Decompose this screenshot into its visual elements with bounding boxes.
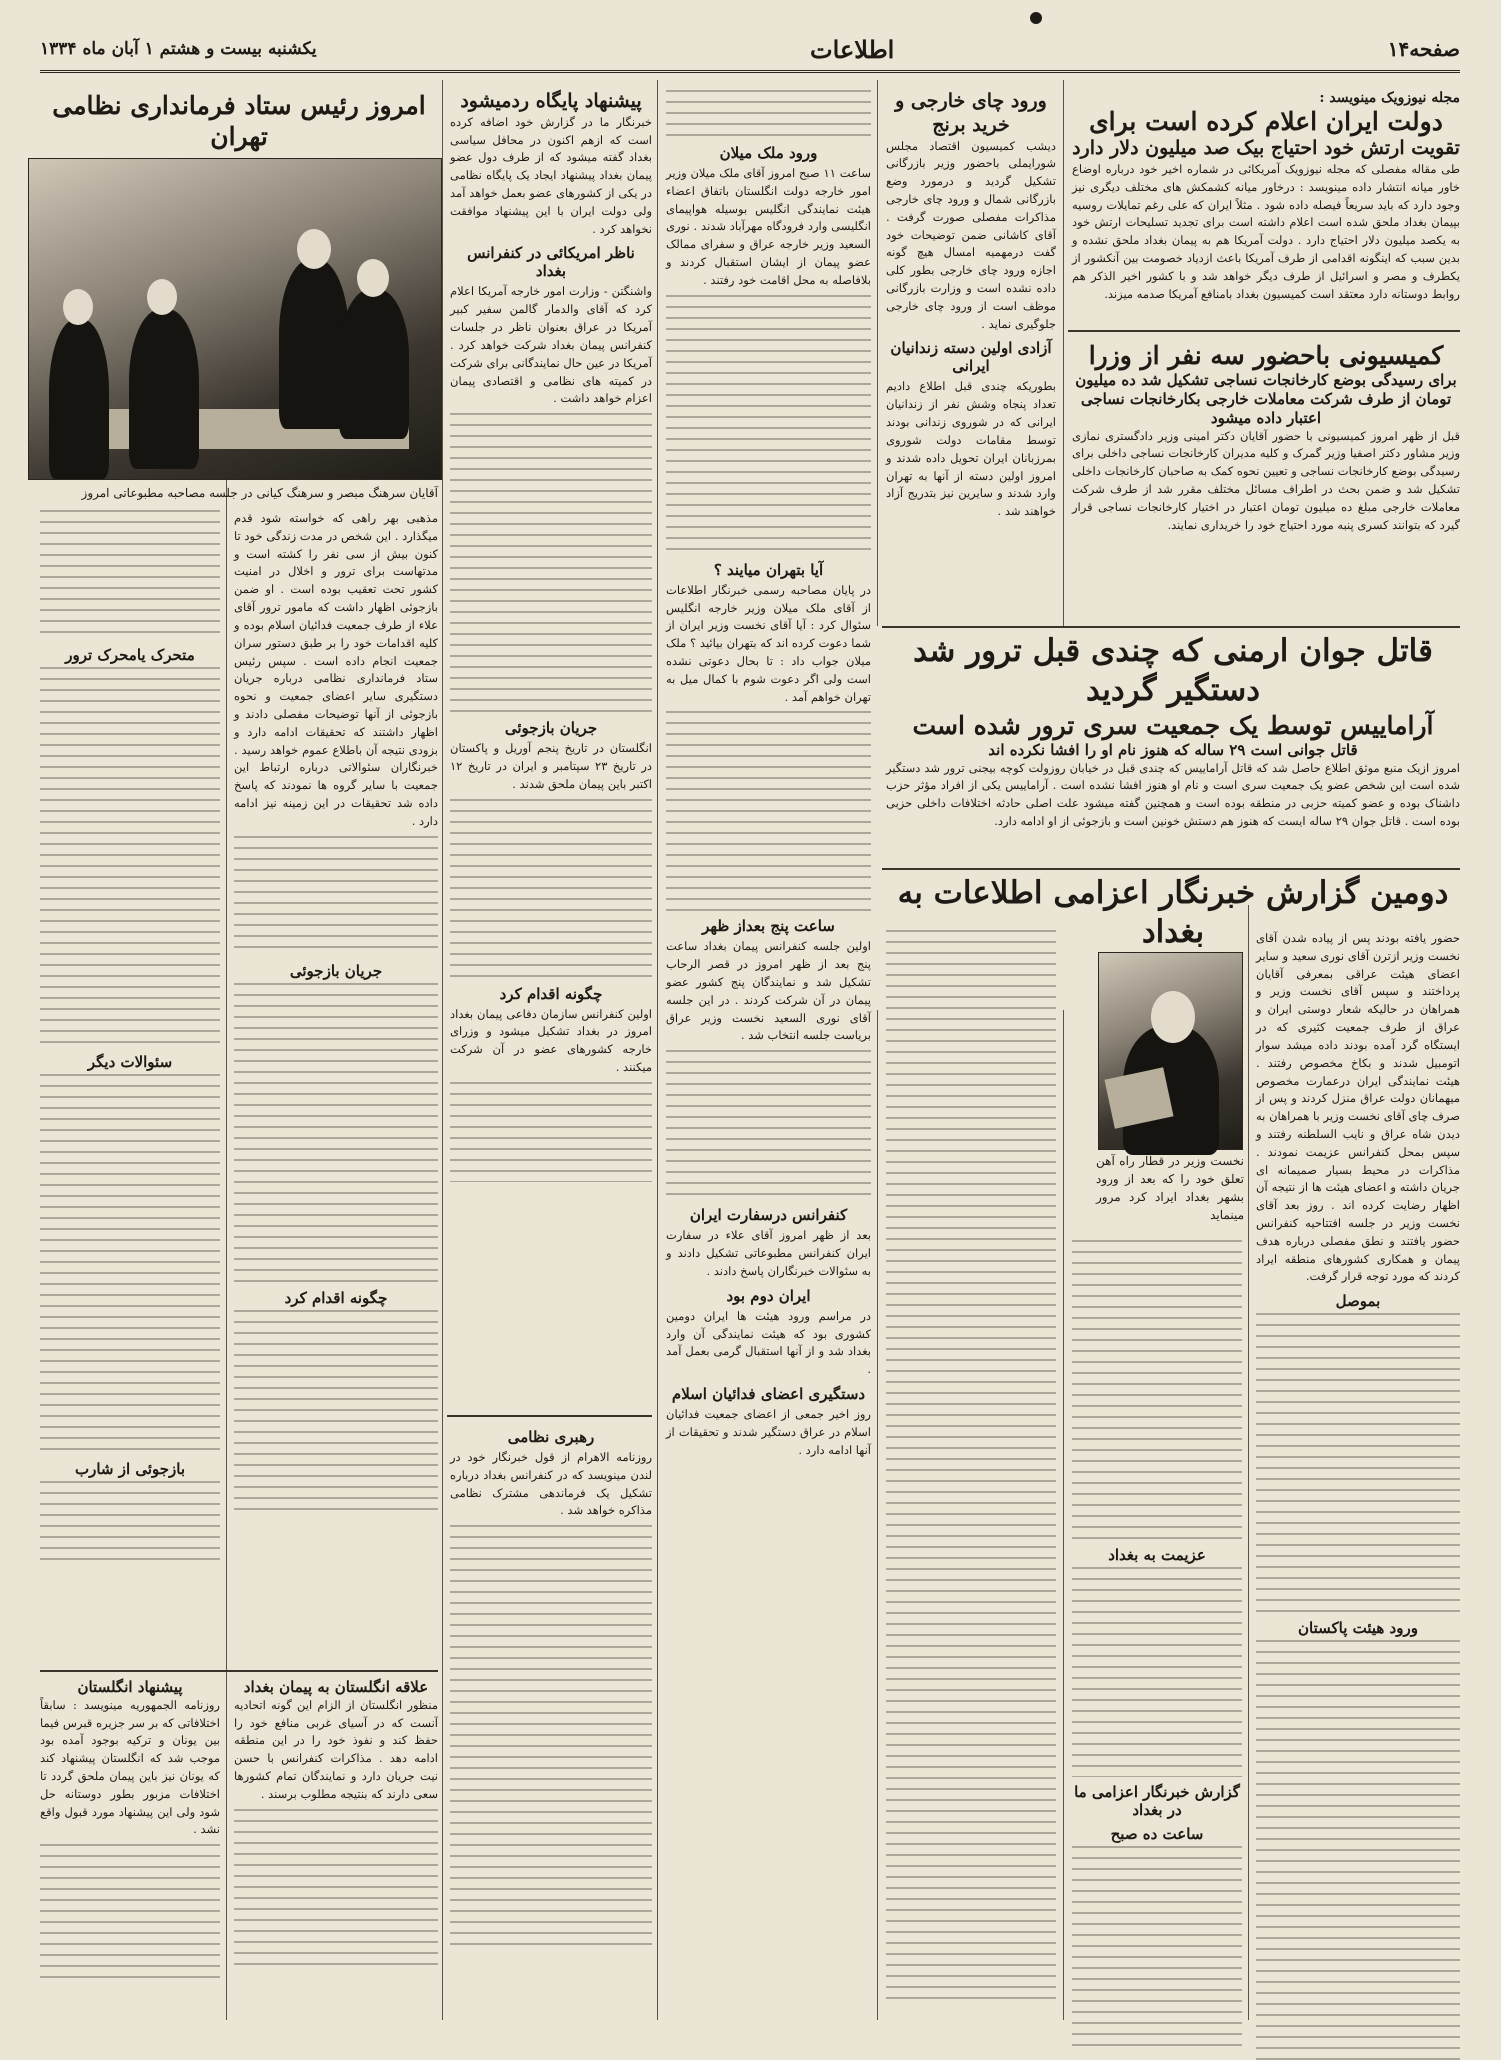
- section-body: اولین کنفرانس سازمان دفاعی پیمان بغداد امروز در بغداد تشکیل میشود و وزرای خارجه کشورهای عضو در آن شرکت میکنند .: [450, 1006, 652, 1074]
- story-body: امروز ازیک منبع موثق اطلاع حاصل شد که قاتل آراماییس که چندی قبل در خیابان روزولت کوچه بیجنی ترور شد دستگیر شده است این شخص عضو یک جمعیت سری است و نام او هنوز افشا نشده است . آراماییس یکی از افراد مؤثر حزب داشناک بوده و عضو کمیته حزبی در منطقه بوده است و همچنین گفته میشود علت اصلی حادثه اختلافات داخلی حزبی بوده است . قاتل جوان ۲۹ ساله ایست که هنوز هم دستش خونین است و بازجوئی از او ادامه دارد.: [886, 760, 1460, 828]
- section-heading: رهبری نظامی: [507, 1428, 595, 1446]
- section-heading: سئوالات دیگر: [87, 1053, 173, 1071]
- story-body: خبرنگار ما در گزارش خود اضافه کرده است که ازهم اکنون در محافل سیاسی بغداد گفته میشود که از طرف دول عضو پیمان بغداد پیشنهاد ایجاد یک پایگاه نظامی در یکی از کشورهای عضو بعمل خواهد آمد ولی دولت ایران با این پیشنهاد موافقت نخواهد کرد .: [450, 114, 652, 236]
- story-subheadline-2: قاتل جوانی است ۲۹ ساله که هنوز نام او را افشا نکرده اند: [988, 740, 1358, 759]
- story-martial-law-col-2: [40, 510, 220, 1660]
- story-ministers-col: [666, 90, 871, 2020]
- prime-minister-photo-caption: نخست وزیر در قطار راه آهن تعلق خود را که بعد از ورود بشهر بغداد ایراد کرد مرور مینماید: [1096, 1154, 1244, 1222]
- story-headline: پیشنهاد انگلستان: [77, 1678, 183, 1696]
- section-body: ساعت ۱۱ صبح امروز آقای ملک میلان وزیر امور خارجه دولت انگلستان باتفاق اعضاء هیئت نمایندگی انگلیس بوسیله هواپیمای انگلیسی وارد فرودگاه مهرآباد شدند . نوری السعید وزیر خارجه عراق و سفرای ممالک عضو پیمان از ایشان استقبال کردند و بلافاصله به محل اقامت خود رفتند .: [666, 166, 872, 287]
- section-heading: چگونه اقدام کرد: [499, 984, 603, 1003]
- story-kicker: مجله نیوزویک مینویسد :: [1319, 90, 1460, 106]
- paper-name: اطلاعات: [810, 34, 895, 64]
- story-martial-law-col-1: [234, 510, 438, 1660]
- section-heading: عزیمت به بغداد: [1108, 1546, 1206, 1564]
- section-heading: گزارش خبرنگار اعزامی ما در بغداد: [1074, 1783, 1240, 1819]
- column-rule: [1063, 80, 1064, 626]
- section-heading: ناظر امریکائی در کنفرانس بغداد: [467, 244, 635, 281]
- story-subheadline: آراماییس توسط یک جمعیت سری ترور شده است: [912, 710, 1434, 740]
- section-heading: دستگیری اعضای فدائیان اسلام: [671, 1384, 866, 1403]
- story-headline: کمیسیونی باحضور سه نفر از وزرا: [1088, 341, 1444, 370]
- section-heading: بازجوئی از شارب: [74, 1460, 186, 1478]
- column-rule: [1248, 905, 1249, 2020]
- page-number: صفحه۱۴: [1387, 37, 1460, 61]
- story-baghdad-col-2: [1072, 1240, 1242, 2020]
- press-conference-photo-caption: آقایان سرهنگ مبصر و سرهنگ کیانی در جلسه مصاحبه مطبوعاتی امروز: [81, 486, 438, 500]
- section-body: روز اخیر جمعی از اعضای جمعیت فدائیان اسلام در عراق دستگیر شدند و تحقیقات از آنها ادامه دارد .: [666, 1406, 871, 1457]
- section-heading: ایران دوم بود: [726, 1286, 811, 1305]
- story-baghdad-header: [886, 874, 1460, 950]
- section-rule: [1068, 330, 1460, 332]
- column-rule: [877, 1010, 878, 2020]
- story-martial-law-header: [40, 90, 438, 152]
- story-body: دیشب کمیسیون اقتصاد مجلس شورایملی باحضور وزیر بازرگانی تشکیل گردید و درمورد وضع بازرگانی شمال و ورود چای خارجی مذاکرات مفصلی صورت گرفت . آقای کاشانی ضمن توضیحات خود گفت درمهمیه امسال هیچ گونه اجازه ورود چای خارجی بطور کلی داده نشده است و وزارت بازرگانی موظف است از ورود چای خارجی جلوگیری نماید .: [886, 138, 1056, 331]
- column-rule: [442, 80, 443, 2020]
- section-body: بعد از ظهر امروز آقای علاء در سفارت ایران کنفرانس مطبوعاتی تشکیل دادند و به سئوالات خبرنگاران پاسخ دادند .: [666, 1228, 871, 1278]
- section-body: واشنگتن - وزارت امور خارجه آمریکا اعلام کرد که آقای والدمار گالمن سفیر کبیر آمریکا در عراق بعنوان ناظر در جلسات کنفرانس پیمان بغداد شرکت خواهد کرد . آمریکا در عین حال نمایندگانی برای شرکت در کمیته های نظامی و اقتصادی پیمان اعزام خواهد داشت .: [450, 284, 652, 406]
- story-body: منظور انگلستان از الزام این گونه اتحادیه آنست که در آسیای غربی منافع خود را حفظ کند و نفوذ خود را در این منطقه ادامه دهد . مذاکرات کنفرانس با حسن نیت جریان دارد و نمایندگان تمام کشورها سعی دارند که بنتیجه مطلوب برسند .: [234, 1697, 438, 1801]
- story-headline: علاقه انگلستان به پیمان بغداد: [243, 1678, 429, 1696]
- section-rule: [40, 1670, 438, 1672]
- masthead: [40, 28, 1460, 73]
- story-body: حضور یافته بودند پس از پیاده شدن آقای نخست وزیر ازترن آقای نوری سعید و سایر اعضای هیئت عراقی بمعرفی آقایان پرداختند و سپس آقای نخست وزیر و همراهان در حالیکه شعار دوستی ایران و عراق از طرف جمعیت کثیری که در ایستگاه گرد آمده بودند داده میشد سوار اتومبیل شدند و بکاخ مخصوص رفتند . هیئت نمایندگی ایران درعمارت مخصوص میهمانان دولت عراق منزل کردند و پس از صرف چای آقای نخست وزیر با همراهان به دیدن شاه عراق و نایب السلطنه رفتند و سپس بمحل کنفرانس عزیمت نمودند . مذاکرات در محیط بسیار صمیمانه ای جریان داشته و اعضای هیئت ها از نتیجه آن اظهار رضایت کرده اند . روز بعد آقای نخست وزیر در جلسه افتتاحیه کنفرانس حضور یافتند و نطق مفصلی درباره هدف پیمان و همکاری کشورهای منطقه ایراد کردند که مورد توجه قرار گرفت.: [1256, 931, 1460, 1284]
- section-heading: جریان بازجوئی: [504, 719, 598, 738]
- column-rule: [226, 480, 227, 2020]
- section-heading: ورود هیئت پاکستان: [1298, 1619, 1418, 1638]
- section-heading: جریان بازجوئی: [289, 961, 383, 980]
- story-headline: ورود چای خارجی و خرید برنج: [895, 90, 1047, 136]
- section-heading: متحرک یامحرک ترور: [65, 646, 195, 664]
- section-heading: کنفرانس درسفارت ایران: [689, 1206, 848, 1225]
- story-pact-col: [450, 90, 652, 1410]
- prime-minister-photo: [1098, 952, 1243, 1150]
- story-headline: پیشنهاد پایگاه ردمیشود: [460, 90, 642, 112]
- story-body: قبل از ظهر امروز کمیسیونی با حضور آقایان دکتر امینی وزیر دادگستری نمازی وزیر مشاور دکتر اصفیا وزیر گمرک و کلیه مدیران کارخانجات نساجی داخلی برای رسیدگی بوضع کارخانجات نساجی و تعیین نحوه کمک به صاحبان کارخانجات داخلی تشکیل شد و ضمن بحث در اطراف مسائل مختلف مقرر شد از طرف شرکت معاملات خارجی مبلغ ده میلیون تومان اعتبار در اختیار کارخانجات نساجی قرار گیرد که بتوانند کسری پنبه مورد احتیاج خود را خریداری نمایند.: [1072, 428, 1460, 532]
- press-conference-photo: [28, 158, 442, 480]
- column-rule: [657, 80, 658, 2020]
- section-body: بطوریکه چندی قبل اطلاع دادیم تعداد پنجاه وشش نفر از زندانیان ایرانی که در شوروی زندانی بودند توسط مقامات دولت شوروی بمرزبانان ایران تحویل داده شدند و امروز اولین دسته از آنها به تهران وارد شدند و سایرین نیز بتدریج آزاد خواهند شد .: [886, 379, 1056, 519]
- section-rule: [882, 868, 1460, 870]
- section-rule: [882, 626, 1460, 628]
- story-baghdad-col-1: [1256, 930, 1460, 2020]
- section-heading: چگونه اقدام کرد: [284, 1288, 388, 1307]
- section-heading: بموصل: [1335, 1292, 1381, 1311]
- story-body: طی مقاله مفصلی که مجله نیوزویک آمریکائی در شماره اخیر خود درباره اوضاع خاور میانه انتشار داده مینویسد : درخاور میانه کشمکش های مختلف دیگری نیز وجود دارد که باید سریعاً فیصله داده شود . مثلاً ایران که علی رغم تمایلات روسیه بپیمان بغداد ملحق شده است اعلام داشته است برای تجدید تسلیحات ارتش خود به یکصد میلیون دلار احتیاج دارد . دولت آمریکا هم به پیمان بغداد ملحق نشده و بدین سبب که اینگونه اقدامی از طرف آمریکا باعث ازدیاد خصومت بین آنکشور از یکطرف و مصر و اسرائیل از طرف دیگر خواهد شد و با کشور اخیر الذکر هم روابط دوستانه دارد معتقد است کمیسیون بغداد بامنافع آمریکا صدمه میزند.: [1072, 162, 1460, 301]
- section-rule: [447, 1415, 652, 1417]
- section-body: اولین جلسه کنفرانس پیمان بغداد ساعت پنج بعد از ظهر امروز در قصر الرحاب تشکیل شد و نمایندگان پنج کشور عضو پیمان در آن شرکت کردند . در این جلسه آقای نوری السعید نخست وزیر عراق بریاست جلسه انتخاب شد .: [666, 939, 871, 1043]
- masthead-dot: [1030, 12, 1042, 24]
- story-britain-interest: [234, 1678, 438, 2020]
- story-england-proposal: [40, 1678, 220, 2020]
- story-body: روزنامه الجمهوریه مینویسد : سابقاً اختلافاتی که بر سر جزیره قبرس فیما بین یونان و ترکیه بوجود آمده بود موجب شد که انگلستان پیشنهاد کند که یونان نیز باین پیمان ملحق گردد تا اختلافات مزبور بطور دوستانه حل شود ولی این پیشنهاد مورد قبول واقع نشد .: [40, 1697, 220, 1837]
- issue-date: یکشنبه بیست و هشتم ۱ آبان ماه ۱۳۳۴: [40, 39, 317, 59]
- section-heading: آیا بتهران میایند ؟: [713, 560, 824, 579]
- story-headline: دومین گزارش خبرنگار اعزامی اطلاعات به بغداد: [897, 875, 1449, 950]
- section-body: در پایان مصاحبه رسمی خبرنگار اطلاعات از آقای ملک میلان وزیر خارجه انگلیس سئوال کرد : آیا آقای نخست وزیر ایران از شما دعوت کرده اند که بتهران بیائید ؟ ملک میلان جواب داد : تا بحال دعوتی نشده است ولی اگر دعوت شوم با کمال میل به تهران خواهم آمد .: [666, 582, 871, 704]
- section-heading: ورود ملک میلان: [719, 144, 818, 162]
- story-iran-army: [1072, 90, 1460, 325]
- story-baghdad-col-3: [886, 930, 1056, 2020]
- story-body: مذهبی بهر راهی که خواسته شود قدم میگذارد . این شخص در مدت زندگی خود تا کنون بیش از سی نفر را کشته است و مدتهاست برای ترور و اخلال در امنیت کشور تحت تعقیب بوده است . او ضمن بازجوئی اظهار داشت که مامور ترور آقای علاء از طرف جمعیت فدائیان اسلام بوده و کلیه اقدامات خود را بر طبق دستور سران جمعیت انجام داده است . سپس رئیس ستاد فرمانداری نظامی درباره جریان دستگیری سایر اعضای جمعیت و نحوه بازجوئی از آنها توضیحات مفصلی دادند و اظهار داشتند که تحقیقات ادامه دارد و بزودی نتیجه آن باطلاع عموم خواهد رسید . خبرنگاران سئوالاتی درباره ارتباط این جمعیت با سایر گروه ها نمودند که پاسخ داده شد تحقیقات در این زمینه نیز ادامه دارد .: [234, 511, 438, 828]
- story-subheadline: برای رسیدگی بوضع کارخانجات نساجی تشکیل شد ده میلیون تومان از طرف شرکت معاملات خارجی بکارخانجات نساجی اعتبار داده میشود: [1075, 371, 1457, 427]
- story-textile-commission: [1072, 340, 1460, 620]
- section-body: در مراسم ورود هیئت ها ایران دومین کشوری بود که هیئت نمایندگی آن وارد بغداد شد و از آنها استقبال گرمی بعمل آمد .: [666, 1308, 871, 1377]
- section-body: انگلستان در تاریخ پنجم آوریل و پاکستان در تاریخ ۲۳ سپتامبر و ایران در تاریخ ۱۲ اکتبر باین پیمان ملحق شدند .: [450, 741, 652, 791]
- story-headline: دولت ایران اعلام کرده است برای: [1089, 107, 1443, 136]
- column-rule: [1063, 1010, 1064, 2020]
- story-headline: قاتل جوان ارمنی که چندی قبل ترور شد دستگیر گردید: [913, 633, 1433, 708]
- section-heading: آزادی اولین دسته زندانیان ایرانی: [890, 339, 1052, 376]
- story-subheadline: تقویت ارتش خود احتیاج بیک صد میلیون دلار دارد: [1072, 137, 1460, 160]
- story-headline: امروز رئیس ستاد فرمانداری نظامی تهران: [52, 91, 426, 152]
- section-body: روزنامه الاهرام از قول خبرنگار خود در لندن مینویسد که در کنفرانس بغداد درباره تشکیل یک فرماندهی مشترک نظامی مذاکره خواهد شد .: [450, 1450, 652, 1518]
- story-pact-col-bottom: [450, 1422, 652, 2020]
- story-armenian: [886, 632, 1460, 864]
- story-imports: [886, 90, 1056, 620]
- section-heading: ساعت ده صبح: [1110, 1825, 1204, 1843]
- section-heading: ساعت پنج بعداز ظهر: [702, 917, 835, 936]
- column-rule: [877, 80, 878, 626]
